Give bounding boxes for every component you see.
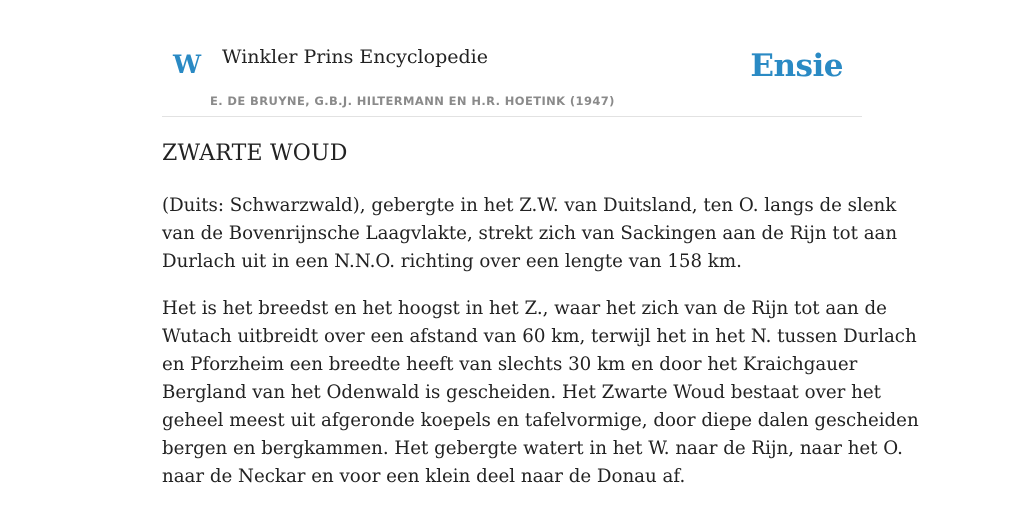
publication-title[interactable]: Winkler Prins Encyclopedie [222, 46, 488, 68]
paragraph-line: Bergland van het Odenwald is gescheiden. Het Zwarte Woud bestaat over het [162, 382, 881, 403]
paragraph-line: (Duits: Schwarzwald), gebergte in het Z.W. van Duitsland, ten O. langs de slenk [162, 195, 897, 216]
paragraph-line: Wutach uitbreidt over een afstand van 60 km, terwijl het in het N. tussen Durlach [162, 326, 917, 347]
paragraph-line: van de Bovenrijnsche Laagvlakte, strekt zich van Sackingen aan de Rijn tot aan [162, 223, 898, 244]
paragraph-line: naar de Neckar en voor een klein deel naar de Donau af. [162, 466, 686, 487]
paragraph-line: geheel meest uit afgeronde koepels en tafelvormige, door diepe dalen gescheiden [162, 410, 919, 431]
ensie-logo[interactable]: Ensie [750, 48, 843, 84]
paragraph-line: bergen en bergkammen. Het gebergte watert in het W. naar de Rijn, naar het O. [162, 438, 903, 459]
header [162, 0, 862, 117]
article-title: ZWARTE WOUD [162, 141, 348, 166]
winkler-prins-logo-icon[interactable]: W [173, 50, 202, 79]
paragraph-line: Durlach uit in een N.N.O. richting over een lengte van 158 km. [162, 251, 742, 272]
paragraph-line: en Pforzheim een breedte heeft van slechts 30 km en door het Kraichgauer [162, 354, 858, 375]
article-paragraph [162, 192, 898, 276]
publication-authors: E. DE BRUYNE, G.B.J. HILTERMANN EN H.R. HOETINK (1947) [210, 94, 615, 108]
paragraph-line: Het is het breedst en het hoogst in het Z., waar het zich van de Rijn tot aan de [162, 298, 887, 319]
article-paragraph [162, 295, 919, 491]
page [162, 0, 919, 487]
